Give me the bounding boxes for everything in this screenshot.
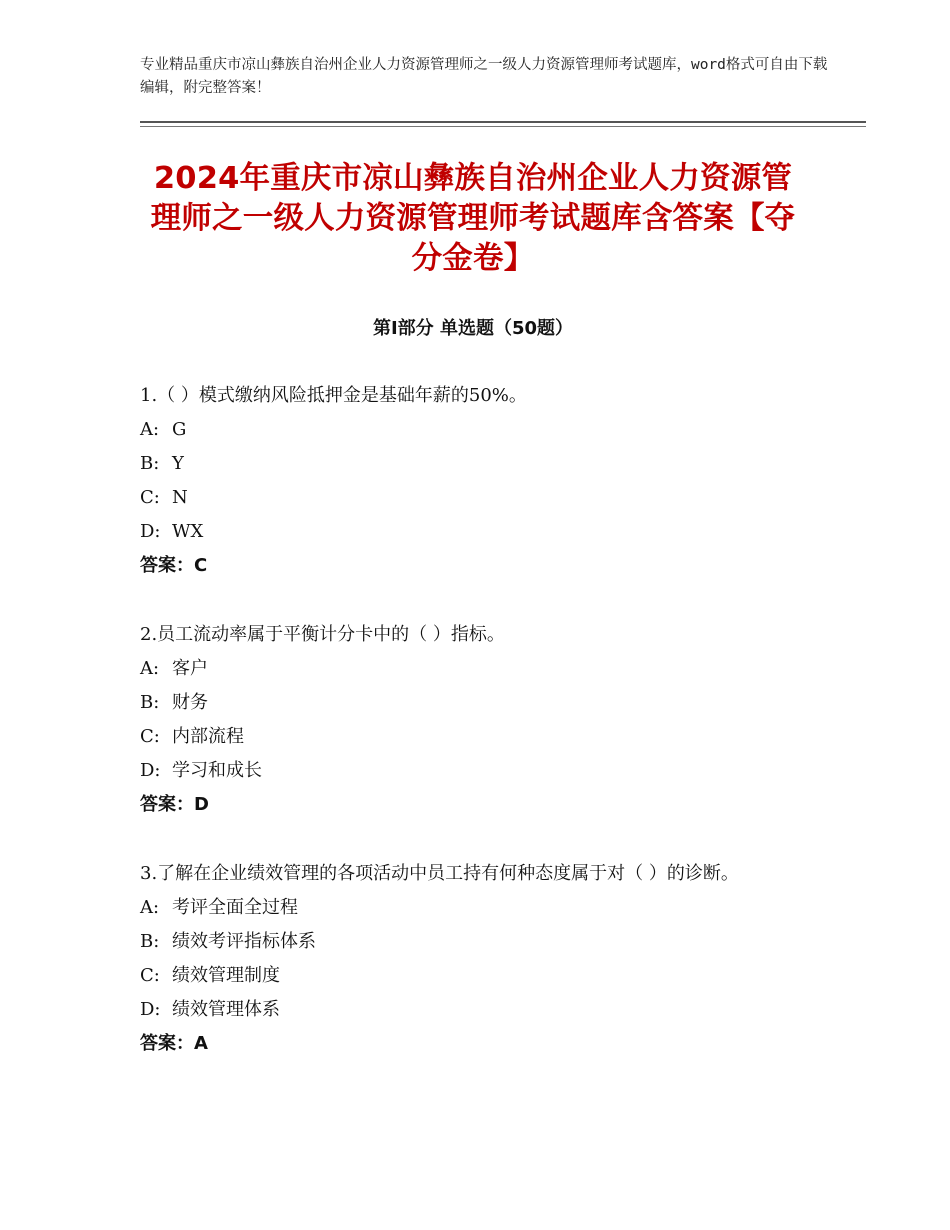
option-key: A:: [140, 658, 160, 679]
option-key: D:: [140, 999, 161, 1020]
header-divider-thin: [140, 126, 866, 127]
option-b: [140, 447, 820, 481]
option-key: B:: [140, 931, 160, 952]
option-text: 内部流程: [172, 726, 244, 747]
answer-label: 答案：D: [140, 794, 209, 815]
question-stem: 2.员工流动率属于平衡计分卡中的（ ）指标。: [140, 624, 505, 645]
option-text: 学习和成长: [172, 760, 262, 781]
document-title: 2024年重庆市凉山彝族自治州企业人力资源管理师之一级人力资源管理师考试题库含答案【夺分金卷】: [150, 161, 796, 276]
option-key: A:: [140, 897, 160, 918]
option-d: [140, 754, 820, 788]
option-a: [140, 652, 820, 686]
option-text: 绩效管理制度: [172, 965, 280, 986]
option-a: [140, 891, 820, 925]
option-key: C:: [140, 487, 160, 508]
question-2: [140, 618, 820, 822]
question-3: [140, 857, 820, 1061]
option-text: 绩效考评指标体系: [172, 931, 316, 952]
option-b: [140, 925, 820, 959]
option-key: D:: [140, 521, 161, 542]
option-text: G: [172, 419, 187, 440]
option-key: A:: [140, 419, 160, 440]
question-stem: 3.了解在企业绩效管理的各项活动中员工持有何种态度属于对（ ）的诊断。: [140, 863, 739, 884]
option-key: C:: [140, 965, 160, 986]
option-d: [140, 993, 820, 1027]
option-c: [140, 959, 820, 993]
option-d: [140, 515, 820, 549]
option-text: Y: [172, 453, 184, 474]
answer-label: 答案：A: [140, 1033, 208, 1054]
option-b: [140, 686, 820, 720]
question-1: [140, 379, 820, 583]
option-key: B:: [140, 453, 160, 474]
option-text: 绩效管理体系: [172, 999, 280, 1020]
option-text: WX: [172, 521, 204, 542]
option-a: [140, 413, 820, 447]
option-text: 财务: [172, 692, 208, 713]
question-stem: 1.（ ）模式缴纳风险抵押金是基础年薪的50%。: [140, 385, 527, 406]
section-title: 第Ⅰ部分 单选题（50题）: [372, 318, 573, 339]
option-key: D:: [140, 760, 161, 781]
option-key: B:: [140, 692, 160, 713]
header-note: 专业精品重庆市凉山彝族自治州企业人力资源管理师之一级人力资源管理师考试题库，word格式可自由下载编辑，附完整答案！: [140, 57, 828, 96]
option-c: [140, 481, 820, 515]
answer-label: 答案：C: [140, 555, 208, 576]
option-text: 客户: [172, 658, 208, 679]
option-text: 考评全面全过程: [172, 897, 298, 918]
option-key: C:: [140, 726, 160, 747]
header-divider-thick: [140, 121, 866, 123]
option-text: N: [172, 487, 188, 508]
option-c: [140, 720, 820, 754]
